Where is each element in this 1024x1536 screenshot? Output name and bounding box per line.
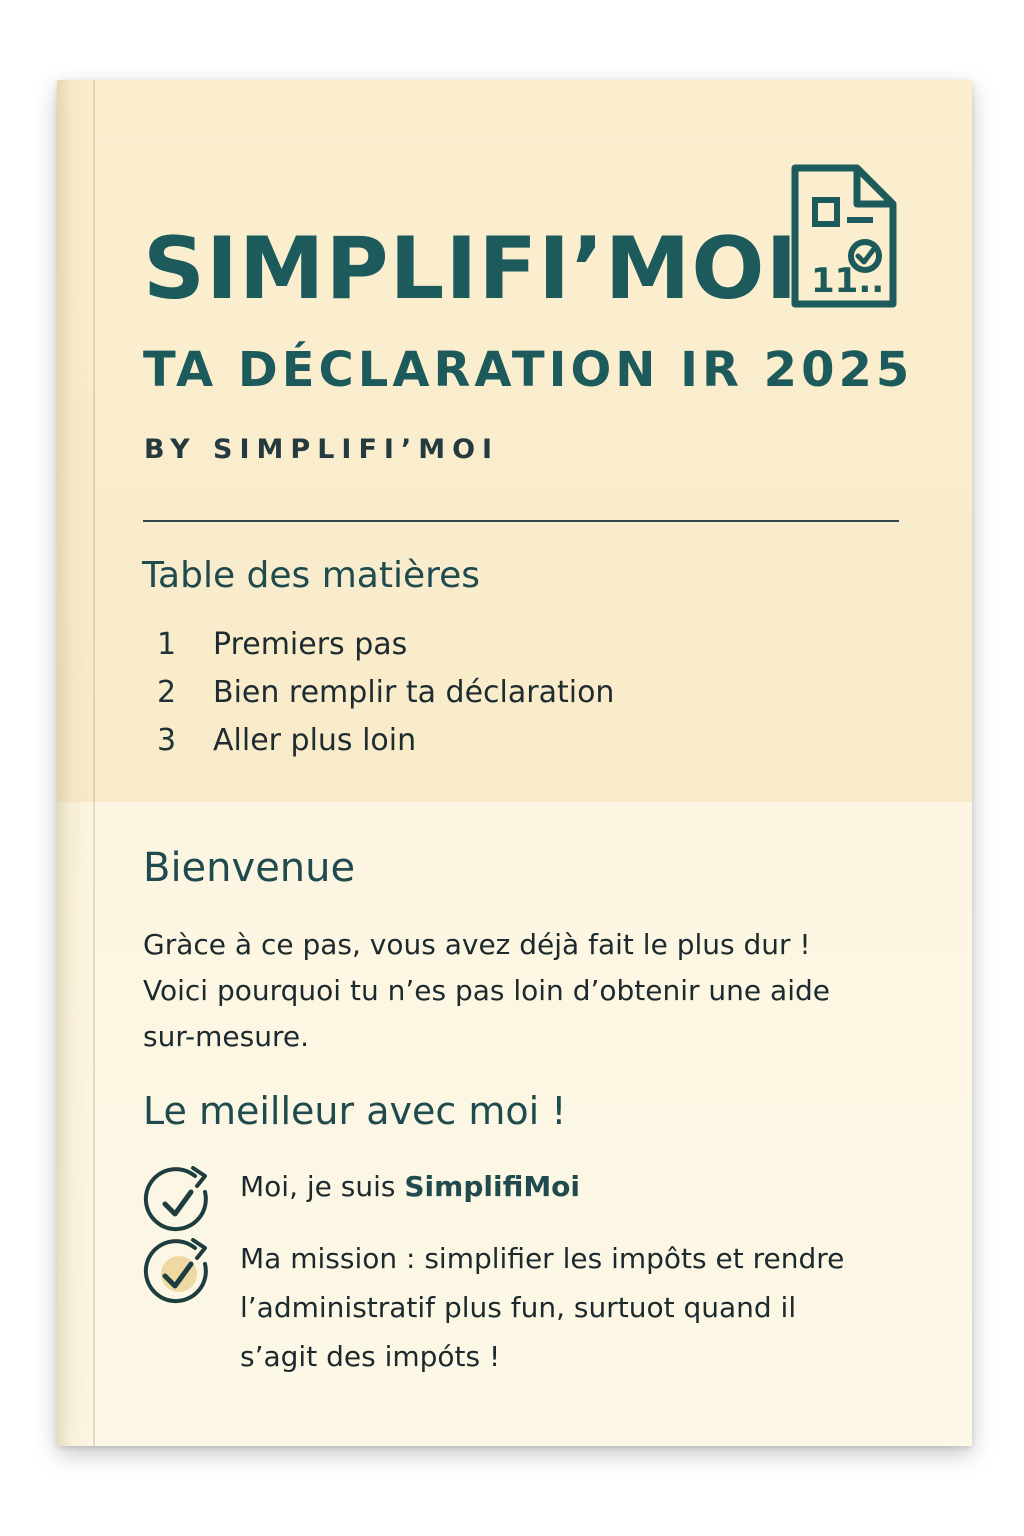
- divider: [143, 520, 899, 522]
- toc-item: [157, 620, 614, 668]
- welcome-line: Voici pourquoi tu n’es pas loin d’obtenir une aide: [143, 974, 830, 1007]
- welcome-paragraph: [143, 922, 903, 1060]
- book-cover: [57, 80, 972, 1446]
- toc-item-label: Premiers pas: [213, 626, 408, 662]
- check-circle-filled-icon: [143, 1234, 219, 1310]
- toc-item-number: 2: [157, 674, 177, 710]
- feature-line: l’administratif plus fun, surtuot quand il: [240, 1291, 797, 1324]
- toc-heading: Table des matières: [142, 555, 481, 596]
- cover-byline: BY SIMPLIFI’MOI: [144, 434, 500, 465]
- toc-item-label: Bien remplir ta déclaration: [213, 674, 615, 710]
- toc-item-label: Aller plus loin: [213, 722, 417, 758]
- toc-item-number: 3: [157, 722, 177, 758]
- feature-text: [240, 1234, 900, 1381]
- welcome-line: sur-mesure.: [143, 1020, 310, 1053]
- toc-item: [157, 668, 614, 716]
- feature-line: Ma mission : simplifier les impôts et rendre: [240, 1242, 845, 1275]
- welcome-line: Gràce à ce pas, vous avez déjà fait le plus dur !: [143, 928, 811, 961]
- book-spine: [57, 80, 95, 1446]
- best-heading: Le meilleur avec moi !: [143, 1089, 567, 1133]
- cover-subtitle: TA DÉCLARATION IR 2025: [143, 342, 914, 398]
- spine-fold-line: [93, 80, 95, 1446]
- check-circle-icon: [143, 1162, 219, 1238]
- toc-list: [157, 620, 614, 764]
- cover-title: SIMPLIFI’MOI: [143, 219, 799, 319]
- welcome-heading: Bienvenue: [143, 845, 356, 891]
- tax-document-icon: [789, 164, 897, 308]
- brand-name: SimplifiMoi: [404, 1170, 581, 1203]
- toc-item-number: 1: [157, 626, 177, 662]
- svg-text:11..: 11..: [811, 261, 885, 301]
- feature-text: [240, 1162, 900, 1211]
- feature-line: s’agit des impóts !: [240, 1340, 501, 1373]
- feature-prefix: Moi, je suis: [240, 1170, 405, 1203]
- toc-item: [157, 716, 614, 764]
